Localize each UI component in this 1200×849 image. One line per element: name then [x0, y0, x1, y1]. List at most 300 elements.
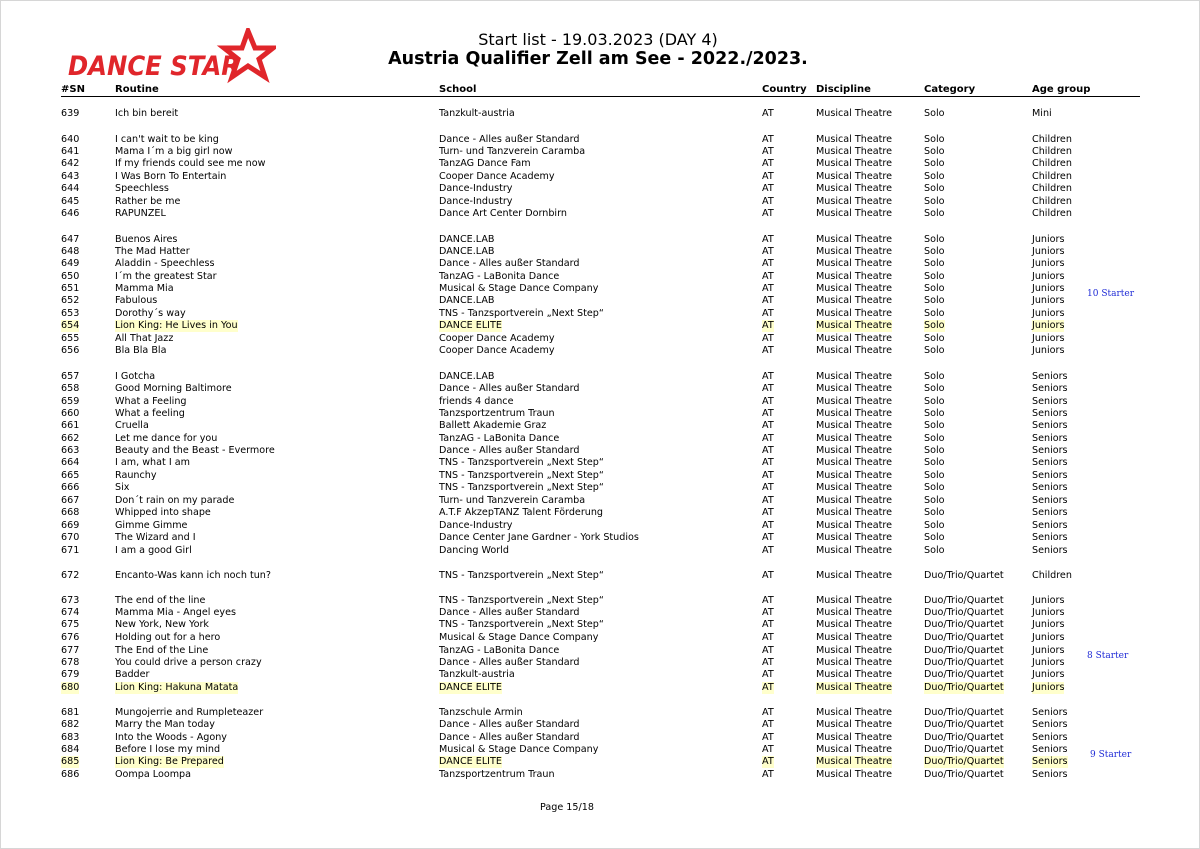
cell-country: AT — [762, 445, 774, 456]
cell-routine: I Was Born To Entertain — [115, 171, 227, 182]
table-row — [0, 383, 1200, 395]
cell-country: AT — [762, 457, 774, 468]
cell-country: AT — [762, 295, 774, 306]
table-row — [0, 246, 1200, 258]
cell-age-group: Juniors — [1032, 607, 1065, 618]
table-row — [0, 495, 1200, 507]
cell-age-group: Seniors — [1032, 732, 1068, 743]
cell-category: Solo — [924, 320, 945, 331]
table-row — [0, 507, 1200, 519]
cell-country: AT — [762, 283, 774, 294]
cell-discipline: Musical Theatre — [816, 183, 893, 194]
cell-category: Solo — [924, 246, 945, 257]
cell-school: TNS - Tanzsportverein „Next Step“ — [439, 308, 604, 319]
cell-discipline: Musical Theatre — [816, 470, 893, 481]
cell-routine: Raunchy — [115, 470, 157, 481]
cell-school: TNS - Tanzsportverein „Next Step“ — [439, 619, 604, 630]
table-row — [0, 408, 1200, 420]
cell-sn: 685 — [61, 756, 80, 767]
cell-category: Solo — [924, 308, 945, 319]
cell-age-group: Juniors — [1032, 258, 1065, 269]
cell-category: Solo — [924, 520, 945, 531]
cell-routine: RAPUNZEL — [115, 208, 166, 219]
page-number: Page 15/18 — [540, 802, 594, 813]
cell-sn: 656 — [61, 345, 80, 356]
cell-school: Turn- und Tanzverein Caramba — [439, 495, 586, 506]
cell-school: Cooper Dance Academy — [439, 333, 555, 344]
cell-age-group: Seniors — [1032, 769, 1068, 780]
cell-country: AT — [762, 570, 774, 581]
dance-star-logo — [66, 28, 276, 84]
cell-sn: 668 — [61, 507, 80, 518]
cell-age-group: Seniors — [1032, 396, 1068, 407]
cell-age-group: Seniors — [1032, 495, 1068, 506]
cell-age-group: Juniors — [1032, 682, 1065, 693]
cell-discipline: Musical Theatre — [816, 545, 893, 556]
cell-school: TNS - Tanzsportverein „Next Step“ — [439, 482, 604, 493]
cell-country: AT — [762, 657, 774, 668]
cell-age-group: Juniors — [1032, 345, 1065, 356]
cell-category: Solo — [924, 470, 945, 481]
table-row — [0, 333, 1200, 345]
cell-sn: 664 — [61, 457, 80, 468]
cell-school: Cooper Dance Academy — [439, 171, 555, 182]
cell-age-group: Juniors — [1032, 657, 1065, 668]
cell-school: Turn- und Tanzverein Caramba — [439, 146, 586, 157]
cell-sn: 652 — [61, 295, 80, 306]
cell-category: Duo/Trio/Quartet — [924, 619, 1004, 630]
cell-country: AT — [762, 669, 774, 680]
cell-age-group: Juniors — [1032, 271, 1065, 282]
table-row — [0, 669, 1200, 681]
cell-category: Solo — [924, 108, 945, 119]
cell-school: Tanzschule Armin — [439, 707, 523, 718]
cell-category: Solo — [924, 283, 945, 294]
cell-age-group: Children — [1032, 570, 1072, 581]
cell-sn: 671 — [61, 545, 80, 556]
cell-routine: Rather be me — [115, 196, 181, 207]
table-row — [0, 271, 1200, 283]
table-row — [0, 108, 1200, 120]
cell-routine: Dorothy´s way — [115, 308, 186, 319]
cell-routine: What a feeling — [115, 408, 185, 419]
cell-school: Musical & Stage Dance Company — [439, 632, 599, 643]
cell-category: Solo — [924, 371, 945, 382]
cell-age-group: Children — [1032, 146, 1072, 157]
cell-routine: Marry the Man today — [115, 719, 215, 730]
cell-school: TanzAG - LaBonita Dance — [439, 271, 560, 282]
cell-age-group: Mini — [1032, 108, 1052, 119]
cell-school: Dance - Alles außer Standard — [439, 445, 580, 456]
cell-school: Musical & Stage Dance Company — [439, 283, 599, 294]
cell-sn: 667 — [61, 495, 80, 506]
cell-discipline: Musical Theatre — [816, 632, 893, 643]
cell-country: AT — [762, 258, 774, 269]
table-row — [0, 308, 1200, 320]
cell-age-group: Seniors — [1032, 371, 1068, 382]
cell-school: TNS - Tanzsportverein „Next Step“ — [439, 470, 604, 481]
cell-sn: 642 — [61, 158, 80, 169]
cell-discipline: Musical Theatre — [816, 520, 893, 531]
cell-routine: I am a good Girl — [115, 545, 192, 556]
cell-school: friends 4 dance — [439, 396, 514, 407]
cell-school: Dancing World — [439, 545, 509, 556]
cell-age-group: Seniors — [1032, 545, 1068, 556]
cell-discipline: Musical Theatre — [816, 457, 893, 468]
cell-country: AT — [762, 470, 774, 481]
cell-routine: Speechless — [115, 183, 169, 194]
cell-sn: 680 — [61, 682, 80, 693]
cell-discipline: Musical Theatre — [816, 482, 893, 493]
cell-discipline: Musical Theatre — [816, 669, 893, 680]
table-row — [0, 632, 1200, 644]
column-header-routine: Routine — [115, 84, 159, 95]
cell-sn: 669 — [61, 520, 80, 531]
column-header-country: Country — [762, 84, 807, 95]
cell-discipline: Musical Theatre — [816, 158, 893, 169]
cell-country: AT — [762, 632, 774, 643]
cell-sn: 654 — [61, 320, 80, 331]
table-row — [0, 520, 1200, 532]
cell-country: AT — [762, 146, 774, 157]
cell-school: TNS - Tanzsportverein „Next Step“ — [439, 595, 604, 606]
cell-discipline: Musical Theatre — [816, 607, 893, 618]
cell-category: Solo — [924, 396, 945, 407]
cell-country: AT — [762, 158, 774, 169]
cell-discipline: Musical Theatre — [816, 769, 893, 780]
cell-category: Duo/Trio/Quartet — [924, 607, 1004, 618]
cell-age-group: Seniors — [1032, 707, 1068, 718]
cell-category: Solo — [924, 158, 945, 169]
cell-school: TanzAG - LaBonita Dance — [439, 433, 560, 444]
cell-country: AT — [762, 308, 774, 319]
cell-sn: 666 — [61, 482, 80, 493]
cell-discipline: Musical Theatre — [816, 308, 893, 319]
cell-routine: Beauty and the Beast - Evermore — [115, 445, 275, 456]
cell-routine: Before I lose my mind — [115, 744, 221, 755]
cell-discipline: Musical Theatre — [816, 234, 893, 245]
table-row — [0, 146, 1200, 158]
cell-sn: 659 — [61, 396, 80, 407]
cell-sn: 661 — [61, 420, 80, 431]
cell-category: Duo/Trio/Quartet — [924, 719, 1004, 730]
column-header-age-group: Age group — [1032, 84, 1091, 95]
table-row — [0, 470, 1200, 482]
table-row — [0, 183, 1200, 195]
table-row — [0, 283, 1200, 295]
cell-school: Dance - Alles außer Standard — [439, 607, 580, 618]
cell-discipline: Musical Theatre — [816, 595, 893, 606]
cell-discipline: Musical Theatre — [816, 507, 893, 518]
cell-country: AT — [762, 183, 774, 194]
table-row — [0, 570, 1200, 582]
cell-discipline: Musical Theatre — [816, 707, 893, 718]
cell-age-group: Seniors — [1032, 457, 1068, 468]
table-row — [0, 744, 1200, 756]
cell-discipline: Musical Theatre — [816, 295, 893, 306]
cell-age-group: Children — [1032, 183, 1072, 194]
cell-routine: I Gotcha — [115, 371, 156, 382]
cell-routine: Mungojerrie and Rumpleteazer — [115, 707, 264, 718]
cell-discipline: Musical Theatre — [816, 283, 893, 294]
table-row — [0, 320, 1200, 332]
cell-age-group: Children — [1032, 208, 1072, 219]
cell-school: Dance Center Jane Gardner - York Studios — [439, 532, 639, 543]
cell-country: AT — [762, 208, 774, 219]
cell-discipline: Musical Theatre — [816, 408, 893, 419]
cell-sn: 665 — [61, 470, 80, 481]
logo-text: DANCE STAR — [68, 51, 240, 82]
cell-discipline: Musical Theatre — [816, 345, 893, 356]
cell-age-group: Seniors — [1032, 420, 1068, 431]
cell-routine: Mamma Mia — [115, 283, 174, 294]
cell-sn: 646 — [61, 208, 80, 219]
cell-routine: Aladdin - Speechless — [115, 258, 215, 269]
cell-category: Solo — [924, 258, 945, 269]
cell-category: Duo/Trio/Quartet — [924, 595, 1004, 606]
column-header-school: School — [439, 84, 477, 95]
cell-school: TanzAG Dance Fam — [439, 158, 531, 169]
cell-country: AT — [762, 545, 774, 556]
table-row — [0, 595, 1200, 607]
cell-age-group: Juniors — [1032, 669, 1065, 680]
cell-routine: Encanto-Was kann ich noch tun? — [115, 570, 271, 581]
cell-routine: Lion King: Be Prepared — [115, 756, 224, 767]
cell-category: Duo/Trio/Quartet — [924, 669, 1004, 680]
cell-sn: 650 — [61, 271, 80, 282]
cell-age-group: Children — [1032, 158, 1072, 169]
cell-sn: 677 — [61, 645, 80, 656]
table-row — [0, 196, 1200, 208]
cell-discipline: Musical Theatre — [816, 619, 893, 630]
table-row — [0, 295, 1200, 307]
cell-routine: Six — [115, 482, 130, 493]
cell-sn: 676 — [61, 632, 80, 643]
cell-country: AT — [762, 396, 774, 407]
cell-sn: 674 — [61, 607, 80, 618]
cell-school: DANCE ELITE — [439, 756, 502, 767]
cell-sn: 645 — [61, 196, 80, 207]
cell-category: Solo — [924, 445, 945, 456]
document-title: Austria Qualifier Zell am See - 2022./2023. — [388, 49, 808, 69]
cell-sn: 653 — [61, 308, 80, 319]
cell-sn: 686 — [61, 769, 80, 780]
document-subtitle: Start list - 19.03.2023 (DAY 4) — [478, 30, 718, 49]
cell-category: Duo/Trio/Quartet — [924, 707, 1004, 718]
cell-category: Duo/Trio/Quartet — [924, 756, 1004, 767]
cell-discipline: Musical Theatre — [816, 171, 893, 182]
cell-routine: The Mad Hatter — [115, 246, 190, 257]
cell-discipline: Musical Theatre — [816, 320, 893, 331]
table-row — [0, 457, 1200, 469]
cell-category: Solo — [924, 271, 945, 282]
cell-routine: Don´t rain on my parade — [115, 495, 235, 506]
cell-routine: The end of the line — [115, 595, 206, 606]
cell-category: Duo/Trio/Quartet — [924, 682, 1004, 693]
cell-age-group: Juniors — [1032, 283, 1065, 294]
cell-category: Duo/Trio/Quartet — [924, 657, 1004, 668]
table-row — [0, 208, 1200, 220]
cell-school: Dance - Alles außer Standard — [439, 719, 580, 730]
cell-age-group: Juniors — [1032, 595, 1065, 606]
cell-discipline: Musical Theatre — [816, 420, 893, 431]
cell-country: AT — [762, 532, 774, 543]
cell-school: Tanzsportzentrum Traun — [439, 408, 555, 419]
cell-sn: 641 — [61, 146, 80, 157]
table-row — [0, 732, 1200, 744]
cell-sn: 644 — [61, 183, 80, 194]
cell-routine: I am, what I am — [115, 457, 190, 468]
table-row — [0, 345, 1200, 357]
cell-category: Solo — [924, 208, 945, 219]
cell-routine: Badder — [115, 669, 150, 680]
cell-category: Solo — [924, 171, 945, 182]
cell-routine: Lion King: Hakuna Matata — [115, 682, 239, 693]
cell-routine: All That Jazz — [115, 333, 174, 344]
cell-category: Duo/Trio/Quartet — [924, 632, 1004, 643]
table-row — [0, 396, 1200, 408]
cell-school: Dance-Industry — [439, 520, 513, 531]
starter-count-note: 9 Starter — [1090, 750, 1132, 760]
table-row — [0, 420, 1200, 432]
cell-school: Dance-Industry — [439, 183, 513, 194]
cell-category: Duo/Trio/Quartet — [924, 645, 1004, 656]
cell-routine: Gimme Gimme — [115, 520, 188, 531]
cell-age-group: Juniors — [1032, 632, 1065, 643]
cell-routine: The End of the Line — [115, 645, 209, 656]
cell-school: DANCE.LAB — [439, 371, 495, 382]
cell-sn: 673 — [61, 595, 80, 606]
cell-country: AT — [762, 744, 774, 755]
table-row — [0, 258, 1200, 270]
cell-country: AT — [762, 607, 774, 618]
cell-country: AT — [762, 371, 774, 382]
cell-category: Duo/Trio/Quartet — [924, 732, 1004, 743]
cell-category: Solo — [924, 234, 945, 245]
cell-discipline: Musical Theatre — [816, 208, 893, 219]
cell-discipline: Musical Theatre — [816, 433, 893, 444]
cell-school: TNS - Tanzsportverein „Next Step“ — [439, 570, 604, 581]
table-row — [0, 482, 1200, 494]
cell-discipline: Musical Theatre — [816, 108, 893, 119]
cell-discipline: Musical Theatre — [816, 383, 893, 394]
table-row — [0, 445, 1200, 457]
cell-category: Solo — [924, 134, 945, 145]
cell-country: AT — [762, 732, 774, 743]
cell-school: DANCE ELITE — [439, 320, 502, 331]
cell-country: AT — [762, 682, 774, 693]
cell-routine: Bla Bla Bla — [115, 345, 167, 356]
cell-age-group: Seniors — [1032, 507, 1068, 518]
cell-school: Tanzsportzentrum Traun — [439, 769, 555, 780]
cell-country: AT — [762, 320, 774, 331]
cell-discipline: Musical Theatre — [816, 445, 893, 456]
cell-country: AT — [762, 333, 774, 344]
cell-school: Cooper Dance Academy — [439, 345, 555, 356]
cell-country: AT — [762, 769, 774, 780]
cell-country: AT — [762, 408, 774, 419]
cell-routine: Let me dance for you — [115, 433, 218, 444]
cell-routine: If my friends could see me now — [115, 158, 266, 169]
cell-discipline: Musical Theatre — [816, 246, 893, 257]
cell-routine: Good Morning Baltimore — [115, 383, 232, 394]
cell-routine: Ich bin bereit — [115, 108, 179, 119]
table-row — [0, 171, 1200, 183]
cell-category: Solo — [924, 433, 945, 444]
table-row — [0, 682, 1200, 694]
cell-school: DANCE.LAB — [439, 234, 495, 245]
table-row — [0, 719, 1200, 731]
cell-age-group: Juniors — [1032, 619, 1065, 630]
cell-routine: You could drive a person crazy — [115, 657, 262, 668]
cell-school: DANCE.LAB — [439, 246, 495, 257]
cell-category: Duo/Trio/Quartet — [924, 744, 1004, 755]
cell-country: AT — [762, 507, 774, 518]
cell-country: AT — [762, 595, 774, 606]
table-row — [0, 645, 1200, 657]
cell-discipline: Musical Theatre — [816, 371, 893, 382]
cell-discipline: Musical Theatre — [816, 719, 893, 730]
cell-routine: The Wizard and I — [115, 532, 196, 543]
cell-sn: 647 — [61, 234, 80, 245]
table-row — [0, 532, 1200, 544]
cell-sn: 678 — [61, 657, 80, 668]
cell-age-group: Seniors — [1032, 408, 1068, 419]
table-row — [0, 134, 1200, 146]
table-row — [0, 607, 1200, 619]
column-header-category: Category — [924, 84, 976, 95]
cell-age-group: Children — [1032, 171, 1072, 182]
cell-country: AT — [762, 171, 774, 182]
cell-category: Solo — [924, 295, 945, 306]
cell-school: Tanzkult-austria — [439, 108, 515, 119]
cell-routine: Cruella — [115, 420, 149, 431]
cell-country: AT — [762, 234, 774, 245]
cell-age-group: Children — [1032, 134, 1072, 145]
cell-school: A.T.F AkzepTANZ Talent Förderung — [439, 507, 604, 518]
cell-discipline: Musical Theatre — [816, 532, 893, 543]
cell-age-group: Juniors — [1032, 246, 1065, 257]
table-row — [0, 433, 1200, 445]
cell-category: Solo — [924, 482, 945, 493]
table-row — [0, 769, 1200, 781]
cell-sn: 640 — [61, 134, 80, 145]
cell-sn: 657 — [61, 371, 80, 382]
cell-sn: 648 — [61, 246, 80, 257]
cell-age-group: Seniors — [1032, 719, 1068, 730]
cell-routine: Mamma Mia - Angel eyes — [115, 607, 236, 618]
cell-sn: 649 — [61, 258, 80, 269]
cell-school: Dance - Alles außer Standard — [439, 657, 580, 668]
cell-country: AT — [762, 645, 774, 656]
cell-discipline: Musical Theatre — [816, 657, 893, 668]
cell-discipline: Musical Theatre — [816, 134, 893, 145]
cell-sn: 663 — [61, 445, 80, 456]
cell-discipline: Musical Theatre — [816, 756, 893, 767]
cell-country: AT — [762, 495, 774, 506]
cell-category: Duo/Trio/Quartet — [924, 769, 1004, 780]
cell-routine: Whipped into shape — [115, 507, 211, 518]
cell-discipline: Musical Theatre — [816, 645, 893, 656]
table-row — [0, 545, 1200, 557]
table-row — [0, 756, 1200, 768]
cell-school: Dance Art Center Dornbirn — [439, 208, 567, 219]
table-row — [0, 158, 1200, 170]
cell-sn: 655 — [61, 333, 80, 344]
cell-school: DANCE.LAB — [439, 295, 495, 306]
cell-category: Solo — [924, 457, 945, 468]
cell-school: DANCE ELITE — [439, 682, 502, 693]
